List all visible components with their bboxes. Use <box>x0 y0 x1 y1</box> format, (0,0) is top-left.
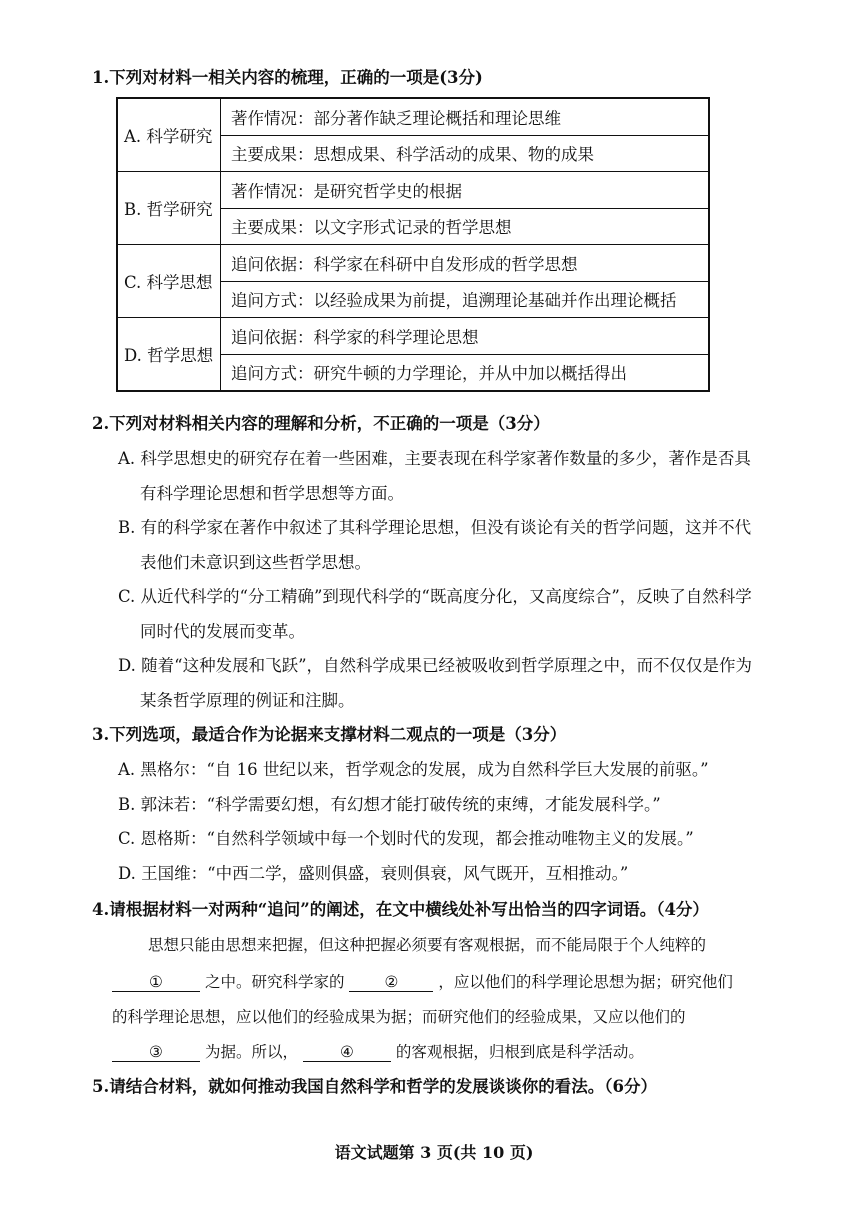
question-4-stem: 4.请根据材料一对两种“追问”的阐述，在文中横线处补写出恰当的四字词语。（4分） <box>92 900 709 919</box>
q2-option-c-line-2: 同时代的发展而变革。 <box>140 622 305 641</box>
q4-passage-text-4a: 为据。所以， <box>204 1043 298 1061</box>
question-2-stem: 2.下列对材料相关内容的理解和分析，不正确的一项是（3分） <box>92 414 550 433</box>
q2-option-b-line-1: B. 有的科学家在著作中叙述了其科学理论思想，但没有谈论有关的哲学问题，这并不代 <box>118 518 752 537</box>
blank-1[interactable]: ① <box>112 973 200 992</box>
q4-passage-line-2 <box>112 970 733 992</box>
blank-2[interactable]: ② <box>349 973 433 992</box>
row-b-line-1: 著作情况：是研究哲学史的根据 <box>221 172 710 209</box>
q4-passage-text-2a: 之中。研究科学家的 <box>204 973 345 991</box>
row-d-line-2: 追问方式：研究牛顿的力学理论，并从中加以概括得出 <box>221 354 710 391</box>
q3-option-a: A. 黑格尔：“自 16 世纪以来，哲学观念的发展，成为自然科学巨大发展的前驱。” <box>118 760 709 779</box>
q2-option-d-line-2: 某条哲学原理的例证和注脚。 <box>140 691 355 710</box>
question-1-stem: 1.下列对材料一相关内容的梳理，正确的一项是(3分) <box>92 68 483 87</box>
row-b-label: B. 哲学研究 <box>117 172 221 245</box>
question-3-stem: 3.下列选项，最适合作为论据来支撑材料二观点的一项是（3分） <box>92 725 567 744</box>
q2-option-a-line-1: A. 科学思想史的研究存在着一些困难，主要表现在科学家著作数量的多少，著作是否具 <box>118 449 751 468</box>
q4-passage-text-2b: ，应以他们的科学理论思想为据；研究他们 <box>438 973 733 991</box>
q2-option-a-line-2: 有科学理论思想和哲学思想等方面。 <box>140 484 404 503</box>
blank-4[interactable]: ④ <box>303 1043 391 1062</box>
row-c-label: C. 科学思想 <box>117 245 221 318</box>
q4-passage-line-3: 的科学理论思想，应以他们的经验成果为据；而研究他们的经验成果，又应以他们的 <box>112 1008 686 1026</box>
q4-passage-line-4 <box>112 1040 644 1062</box>
q4-passage-text-4b: 的客观根据，归根到底是科学活动。 <box>395 1043 644 1061</box>
q2-option-d-line-1: D. 随着“这种发展和飞跃”，自然科学成果已经被吸收到哲学原理之中，而不仅仅是作为 <box>118 656 753 675</box>
q4-passage-line-1: 思想只能由思想来把握，但这种把握必须要有客观根据，而不能局限于个人纯粹的 <box>148 936 707 954</box>
q3-option-c: C. 恩格斯：“自然科学领域中每一个划时代的发现，都会推动唯物主义的发展。” <box>118 829 694 848</box>
row-d-label: D. 哲学思想 <box>117 318 221 392</box>
row-b-line-2: 主要成果：以文字形式记录的哲学思想 <box>221 208 710 245</box>
q2-option-b-line-2: 表他们未意识到这些哲学思想。 <box>140 553 371 572</box>
question-1-table <box>116 97 710 392</box>
row-c-line-1: 追问依据：科学家在科研中自发形成的哲学思想 <box>221 245 710 282</box>
q3-option-d: D. 王国维：“中西二学，盛则俱盛，衰则俱衰，风气既开，互相推动。” <box>118 864 629 883</box>
row-a-line-1: 著作情况：部分著作缺乏理论概括和理论思维 <box>221 98 710 135</box>
row-a-line-2: 主要成果：思想成果、科学活动的成果、物的成果 <box>221 135 710 172</box>
q3-option-b: B. 郭沫若：“科学需要幻想，有幻想才能打破传统的束缚，才能发展科学。” <box>118 795 661 814</box>
page-footer: 语文试题第 3 页(共 10 页) <box>334 1143 534 1162</box>
question-5-stem: 5.请结合材料，就如何推动我国自然科学和哲学的发展谈谈你的看法。（6分） <box>92 1077 657 1096</box>
row-a-label: A. 科学研究 <box>117 98 221 172</box>
row-d-line-1: 追问依据：科学家的科学理论思想 <box>221 318 710 355</box>
q2-option-c-line-1: C. 从近代科学的“分工精确”到现代科学的“既高度分化，又高度综合”，反映了自然科学 <box>118 587 752 606</box>
row-c-line-2: 追问方式：以经验成果为前提，追溯理论基础并作出理论概括 <box>221 281 710 318</box>
blank-3[interactable]: ③ <box>112 1043 200 1062</box>
